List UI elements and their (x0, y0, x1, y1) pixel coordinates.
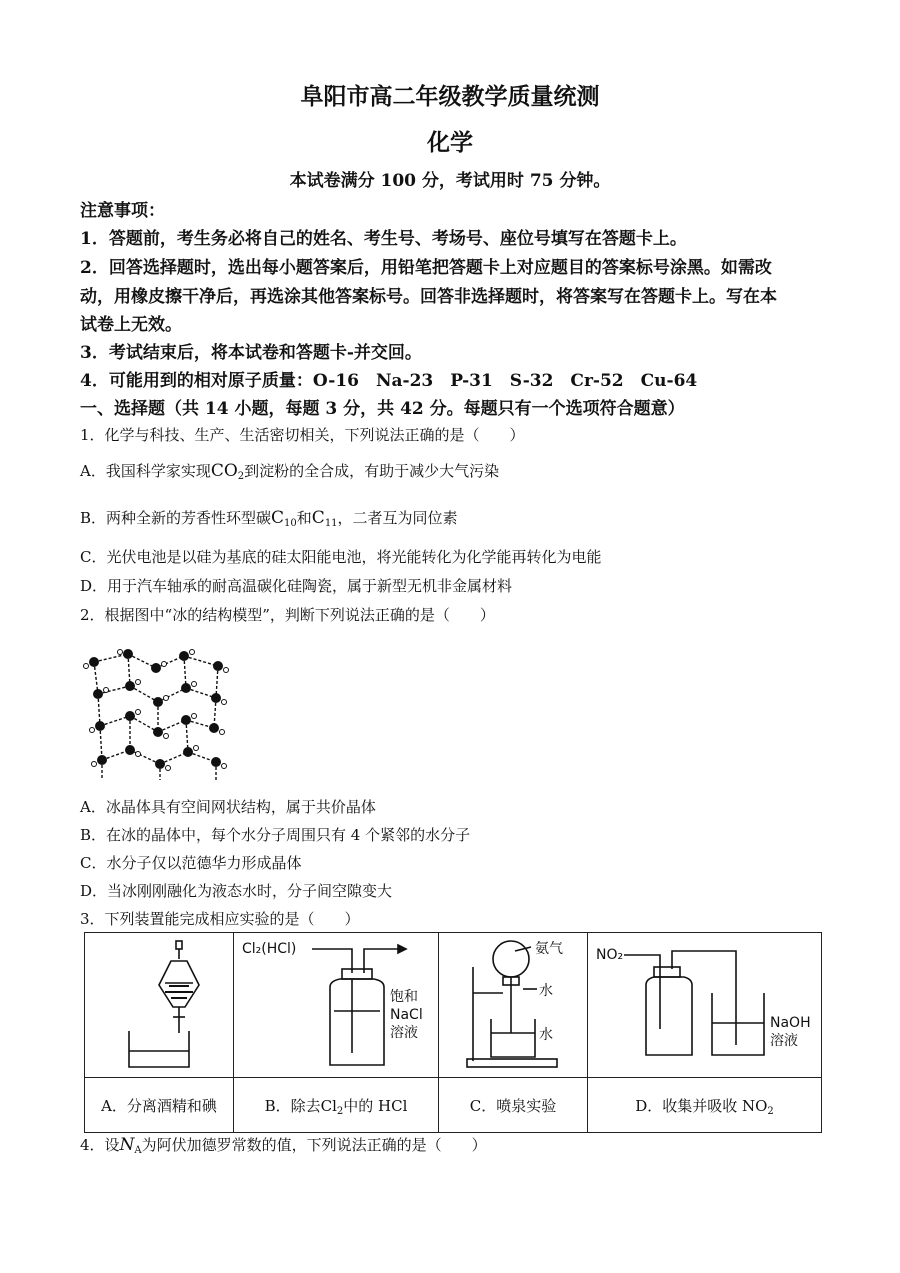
fig-b-gas-label: Cl₂(HCl) (242, 941, 297, 957)
option-a-suffix: 到淀粉的全合成，有助于减少大气污染 (244, 462, 500, 480)
note-item-2-line-1: 2．回答选择题时，选出每小题答案后，用铅笔把答题卡上对应题目的答案标号涂黑。如需改 (80, 258, 772, 278)
question-3-stem: 3．下列装置能完成相应实验的是（ ） (80, 910, 360, 928)
exam-info: 本试卷满分 100 分，考试用时 75 分钟。 (289, 171, 611, 191)
question-1-option-b: B．两种全新的芳香性环型碳$C_{10}$和$C_{11}$，二者互为同位素 (80, 508, 458, 529)
avogadro-symbol: $N_A$ (119, 1135, 142, 1156)
question-2-option-b: B．在冰的晶体中，每个水分子周围只有 4 个紧邻的水分子 (80, 826, 471, 844)
fig-c-water-label-1: 水 (539, 983, 553, 999)
gas-washing-bottle-figure (234, 933, 438, 1073)
note-item-2-line-3: 试卷上无效。 (80, 315, 182, 335)
question-2-option-c: C．水分子仅以范德华力形成晶体 (80, 854, 302, 872)
question-2-option-d: D．当冰刚刚融化为液态水时，分子间空隙变大 (80, 882, 393, 900)
apparatus-b-cell (234, 933, 439, 1078)
caption-b: B．除去$Cl_2$中的 HCl (234, 1078, 439, 1133)
no2-collection-figure (588, 933, 821, 1073)
question-1-option-d: D．用于汽车轴承的耐高温碳化硅陶瓷，属于新型无机非金属材料 (80, 577, 513, 595)
question-1-option-a (80, 460, 499, 481)
question-2-stem: 2．根据图中“冰的结构模型”，判断下列说法正确的是（ ） (80, 606, 495, 624)
fountain-experiment-figure (439, 933, 587, 1073)
option-a-prefix: A．我国科学家实现 (80, 462, 211, 480)
fig-d-gas-label: NO₂ (596, 947, 624, 963)
apparatus-d-cell (588, 933, 822, 1078)
apparatus-c-cell (439, 933, 588, 1078)
separatory-funnel-figure (85, 933, 233, 1073)
note-item-1: 1．答题前，考生务必将自己的姓名、考生号、考场号、座位号填写在答题卡上。 (80, 229, 687, 249)
exam-title: 阜阳市高二年级教学质量统测 (300, 83, 600, 110)
caption-c: C．喷泉实验 (439, 1078, 588, 1133)
ice-structure-figure (80, 640, 235, 785)
co2-formula: $CO_2$ (210, 461, 245, 482)
caption-d: D．收集并吸收 $NO_2$ (588, 1078, 822, 1133)
question-2-option-a: A．冰晶体具有空间网状结构，属于共价晶体 (80, 798, 376, 816)
caption-a: A．分离酒精和碘 (85, 1078, 234, 1133)
fig-c-water-label-2: 水 (539, 1027, 553, 1043)
question-4-stem: 4．设$N_A$为阿伏加德罗常数的值，下列说法正确的是（ ） (80, 1135, 487, 1156)
fig-c-gas-label: 氨气 (535, 941, 563, 957)
fig-b-label-2: NaCl (390, 1007, 423, 1023)
apparatus-a-cell (85, 933, 234, 1078)
apparatus-table (84, 932, 822, 1133)
question-1-stem: 1．化学与科技、生产、生活密切相关，下列说法正确的是（ ） (80, 426, 525, 444)
c10-formula: $C_{10}$ (271, 508, 297, 529)
c11-formula: $C_{11}$ (311, 508, 338, 529)
note-item-4: 4．可能用到的相对原子质量：O-16 Na-23 P-31 S-32 Cr-52 Cu-64 (80, 371, 698, 391)
notes-heading: 注意事项： (80, 201, 165, 221)
section-heading: 一、选择题（共 14 小题，每题 3 分，共 42 分。每题只有一个选项符合题意） (80, 399, 685, 419)
fig-d-label-2: 溶液 (770, 1033, 798, 1049)
note-item-3: 3．考试结束后，将本试卷和答题卡-并交回。 (80, 343, 422, 363)
note-item-2-line-2: 动，用橡皮擦干净后，再选涂其他答案标号。回答非选择题时，将答案写在答题卡上。写在本 (80, 287, 777, 307)
fig-b-label-3: 溶液 (390, 1025, 418, 1041)
subject-title: 化学 (427, 129, 473, 156)
fig-b-label-1: 饱和 (390, 989, 418, 1005)
fig-d-label-1: NaOH (770, 1015, 811, 1031)
question-1-option-c: C．光伏电池是以硅为基底的硅太阳能电池，将光能转化为化学能再转化为电能 (80, 548, 602, 566)
